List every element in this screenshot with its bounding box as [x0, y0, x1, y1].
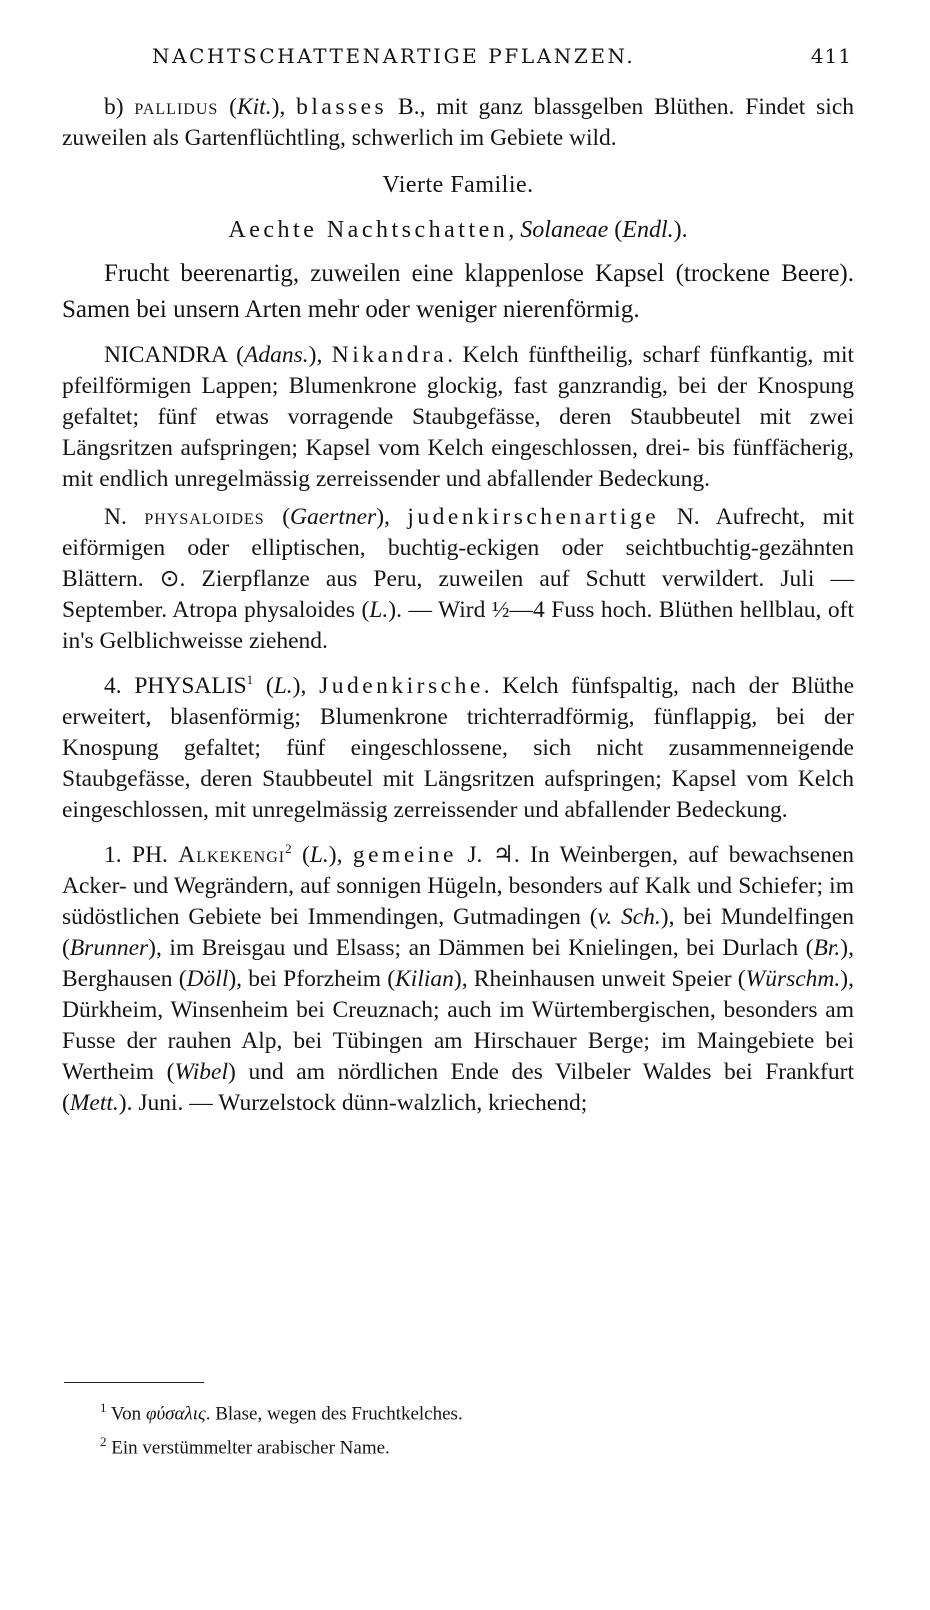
greek-word: φύσαλις [145, 1403, 206, 1425]
footnote-ref: 1 [246, 672, 254, 687]
footnote-2 [100, 1428, 800, 1462]
author: L. [309, 841, 329, 868]
common-name: blasses [296, 94, 388, 120]
collector-ref: Döll [186, 965, 229, 992]
genus-number: 4. [104, 672, 135, 699]
perennial-symbol: ♃ [492, 841, 514, 868]
family-description: Frucht beerenartig, zuweilen eine klappenlose Kapsel (trockene Beere). Samen bei unsern Arten mehr oder weniger nierenförmig. [62, 260, 854, 323]
collector-ref: Wibel [174, 1058, 229, 1085]
description-part: ), bei Mundelfingen ( [62, 903, 854, 961]
footnotes [100, 1394, 800, 1463]
family-name-heading [62, 217, 854, 244]
genus-name: PHYSALIS [134, 672, 247, 699]
separator: , [508, 217, 521, 243]
paren-open: ( [264, 504, 291, 530]
paren-close: ), [328, 841, 353, 868]
collector-ref: Mett. [69, 1089, 119, 1116]
running-head [62, 44, 854, 84]
genus-physalis [62, 664, 854, 826]
paren-open: ( [218, 94, 237, 120]
common-name: gemeine [352, 841, 457, 868]
description: . Kelch fünfspaltig, nach der Blüthe erweitert, blasenförmig; Blumenkrone trichterradförmig, fünflappig, bei der Knospung gefaltet; fünf eingeschlossene, sich nicht zusammenneigende Staubgefässe, deren Staubbeutel mit Längsritzen aufspringen; Kapsel vom Kelch eingeschlossen, mit unregelmässig zerreissender und abfallender Bedeckung. [62, 672, 855, 823]
family-number-heading: Vierte Familie. [382, 172, 534, 198]
description-part: ), Berghausen ( [62, 934, 854, 992]
species-prefix: N. [104, 504, 145, 530]
paren-open: ( [608, 217, 623, 243]
description: B., mit ganz blassgelben Blüthen. Findet sich zuweilen als Gartenflüchtling, schwerlich im Gebiete wild. [62, 94, 855, 151]
genus-name: NICANDRA [104, 342, 227, 368]
paren-open: ( [226, 342, 245, 368]
paren-close: ), [292, 672, 320, 699]
collector-ref: v. Sch. [597, 903, 661, 930]
book-page [62, 44, 855, 1459]
paren-open: ( [291, 841, 310, 868]
author: Gaertner [290, 504, 377, 530]
common-name: judenkirschenartige [407, 504, 660, 530]
collector-ref: Kilian [395, 965, 454, 992]
description-part: ) und am nördlichen Ende des Vilbeler Waldes bei Frankfurt ( [62, 1058, 854, 1116]
paren-close: ), [308, 342, 332, 368]
description-part: ). — Wird ½—4 Fuss hoch. Blüthen hellblau, oft in's Gelblichweisse ziehend. [62, 597, 854, 654]
collector-ref: Brunner [69, 934, 149, 961]
description-part: J. [456, 841, 493, 868]
genus-nicandra [62, 340, 854, 495]
footnote-ref: 2 [285, 840, 292, 856]
description-part: ), Rheinhausen unweit Speier ( [453, 965, 746, 992]
description-part: ), bei Pforzheim ( [228, 965, 396, 992]
description-part: ), im Breisgau und Elsass; an Dämmen bei Knielingen, bei Durlach ( [148, 934, 814, 961]
footnote-text: Von [106, 1403, 146, 1425]
variety-name: pallidus [134, 94, 219, 120]
page-number: 411 [810, 44, 852, 68]
family-latin-name: Solaneae [520, 217, 609, 243]
author: Endl. [622, 217, 674, 243]
annual-symbol: ⊙ [159, 566, 180, 592]
description-part: ), Dürkheim, Winsenheim bei Creuznach; auch im Würtembergischen, besonders am Fusse der rauhen Alp, bei Tübingen am Hirschauer Berge; im Maingebiete bei Wertheim ( [62, 965, 854, 1085]
running-head-title: NACHTSCHATTENARTIGE PFLANZEN. [152, 44, 636, 68]
footnote-mark: 1 [100, 1400, 107, 1415]
collector-ref: Br. [813, 934, 841, 961]
footnote-1 [100, 1394, 800, 1428]
author: L. [273, 672, 293, 699]
collector-ref: Würschm. [745, 965, 841, 992]
common-name: Judenkirsche [319, 672, 484, 699]
description-part: N. Aufrecht, mit eiförmigen oder elliptischen, buchtig-eckigen oder seichtbuchtig-gezähnten Blättern. [62, 504, 854, 592]
footnote-text: Ein verstümmelter arabischer Name. [106, 1437, 390, 1459]
species-physaloides [62, 502, 854, 657]
footnote-mark: 2 [100, 1434, 107, 1450]
variety-pallidus [62, 92, 854, 154]
species-alkekengi [62, 833, 854, 1119]
family-common-name: Aechte Nachtschatten [228, 217, 509, 243]
species-prefix: 1. PH. [104, 841, 179, 868]
description: . Kelch fünftheilig, scharf fünfkantig, mit pfeilförmigen Lappen; Blumenkrone glockig, fast ganzrandig, bei der Knospung gefaltet; fünf etwas vorragende Staubgefässe, deren Staubbeutel mit zwei Längsritzen aufspringen; Kapsel vom Kelch eingeschlossen, drei- bis fünffächerig, mit endlich unregelmässig zerreissender und abfallender Bedeckung. [62, 342, 855, 492]
footnote-divider [64, 1382, 204, 1383]
author: Kit. [236, 94, 272, 120]
paren-close: ). [673, 217, 688, 243]
paren-close: ), [271, 94, 297, 120]
paren-close: ), [376, 504, 408, 530]
description-part: . In Weinbergen, auf bewachsenen Acker- und Wegrändern, auf sonnigen Hügeln, besonders auf Kalk und Schiefer; im südöstlichen Gebiete bei Immendingen, Gutmadingen ( [62, 841, 854, 930]
common-name: Nikandra [331, 342, 448, 368]
paren-open: ( [253, 672, 274, 699]
species-name: physaloides [144, 504, 265, 530]
author: Adans. [244, 342, 309, 368]
author: L. [369, 597, 389, 623]
species-name: Alkekengi [178, 841, 286, 868]
description-part: ). Juni. — Wurzelstock dünn-walzlich, kriechend; [118, 1089, 588, 1116]
footnote-text: . Blase, wegen des Fruchtkelches. [205, 1403, 463, 1425]
description-part: . Zierpflanze aus Peru, zuweilen auf Schutt verwildert. Juli — September. Atropa physaloides ( [62, 566, 854, 623]
variety-prefix: b) [104, 94, 135, 120]
